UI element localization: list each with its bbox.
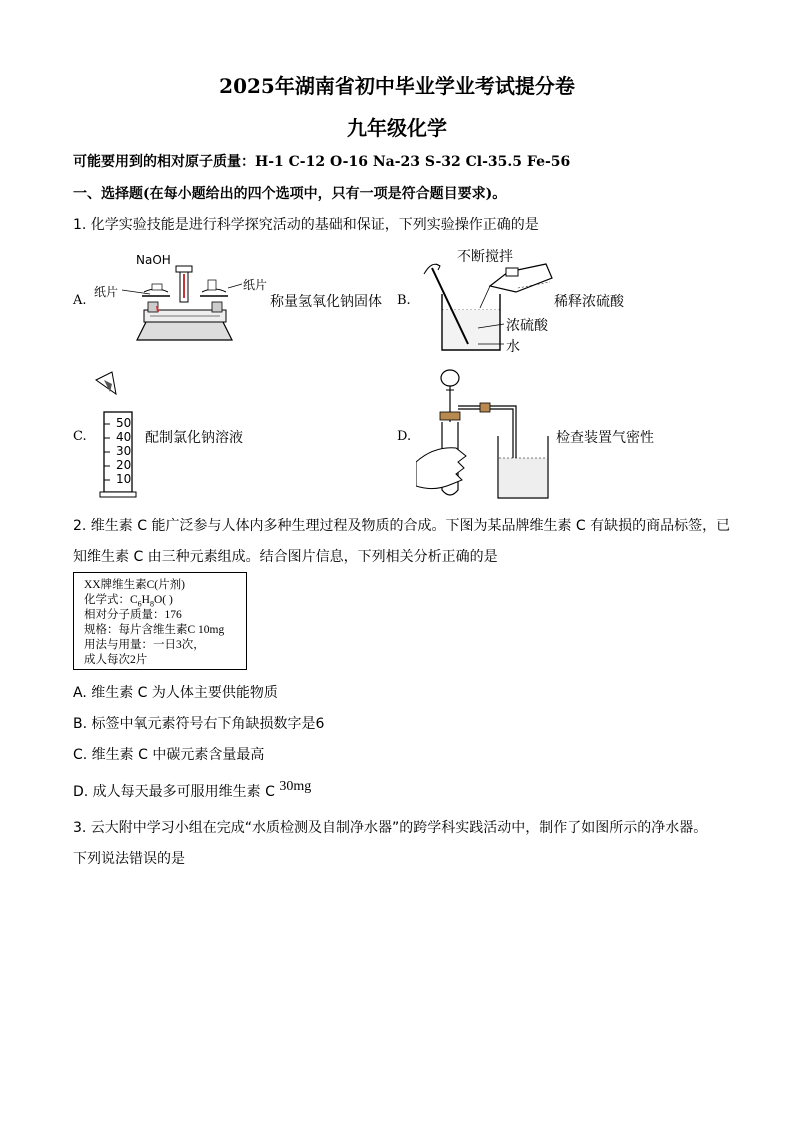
q1-option-d-caption: 检查装置气密性 [556, 430, 654, 446]
question-1-stem: 1. 化学实验技能是进行科学探究活动的基础和保证，下列实验操作正确的是 [73, 217, 539, 233]
paper-left-label: 纸片 [94, 285, 119, 299]
q1-option-c-letter: C. [73, 429, 87, 444]
label-line-4: 规格：每片含维生素C 10mg [84, 624, 225, 636]
question-2-stem-line1: 2. 维生素 C 能广泛参与人体内多种生理过程及物质的合成。下图为某品牌维生素 C 有缺损的商品标签，已 [73, 518, 731, 534]
section-heading: 一、选择题(在每小题给出的四个选项中，只有一项是符合题目要求)。 [73, 186, 507, 202]
question-2-stem-line2: 知维生素 C 由三种元素组成。结合图片信息，下列相关分析正确的是 [73, 549, 498, 565]
q1-option-b-letter: B. [397, 293, 411, 308]
balance-illustration [92, 248, 272, 348]
cylinder-tick-10: 10 [116, 472, 132, 486]
q1-option-a-caption: 称量氢氧化钠固体 [270, 294, 382, 310]
question-3-stem-line2: 下列说法错误的是 [73, 851, 185, 867]
cylinder-tick-40: 40 [116, 430, 132, 444]
q2-option-d: D. 成人每天最多可服用维生素 C 30mg [73, 779, 312, 800]
question-3-stem-line1: 3. 云大附中学习小组在完成“水质检测及自制净水器”的跨学科实践活动中，制作了如图所示的净水器。 [73, 820, 708, 836]
water-label: 水 [506, 339, 520, 355]
q1-option-b-caption: 稀释浓硫酸 [554, 294, 624, 310]
label-line-6: 成人每次2片 [84, 654, 148, 666]
page-title: 2025年湖南省初中毕业学业考试提分卷 [219, 74, 575, 98]
q2-option-c: C. 维生素 C 中碳元素含量最高 [73, 747, 265, 763]
q1-option-d-letter: D. [397, 429, 412, 444]
q2-option-a: A. 维生素 C 为人体主要供能物质 [73, 685, 278, 701]
q1-option-c-caption: 配制氯化钠溶液 [145, 430, 243, 446]
label-line-5: 用法与用量：一日3次， [84, 639, 205, 651]
concentrated-acid-label: 浓硫酸 [506, 318, 548, 334]
label-line-1: XX牌维生素C(片剂) [84, 579, 185, 591]
q1-option-a-letter: A. [73, 293, 87, 308]
naoh-label: NaOH [136, 253, 171, 267]
label-line-3: 相对分子质量：176 [84, 609, 182, 621]
cylinder-tick-50: 50 [116, 416, 132, 430]
cylinder-tick-20: 20 [116, 458, 132, 472]
graduated-cylinder-illustration [90, 368, 140, 500]
vitamin-c-label [73, 572, 247, 670]
dilution-illustration [418, 252, 558, 357]
airtightness-illustration [416, 366, 566, 502]
atomic-masses: 可能要用到的相对原子质量：H-1 C-12 O-16 Na-23 S-32 Cl-35.5 Fe-56 [73, 154, 571, 170]
paper-right-label: 纸片 [243, 278, 268, 292]
stir-label: 不断搅拌 [457, 249, 513, 265]
q2-option-b: B. 标签中氧元素符号右下角缺损数字是6 [73, 716, 325, 732]
cylinder-tick-30: 30 [116, 444, 132, 458]
label-line-2: 化学式：$C_6H_8O$( ) [84, 594, 173, 609]
page-subtitle: 九年级化学 [347, 116, 447, 140]
